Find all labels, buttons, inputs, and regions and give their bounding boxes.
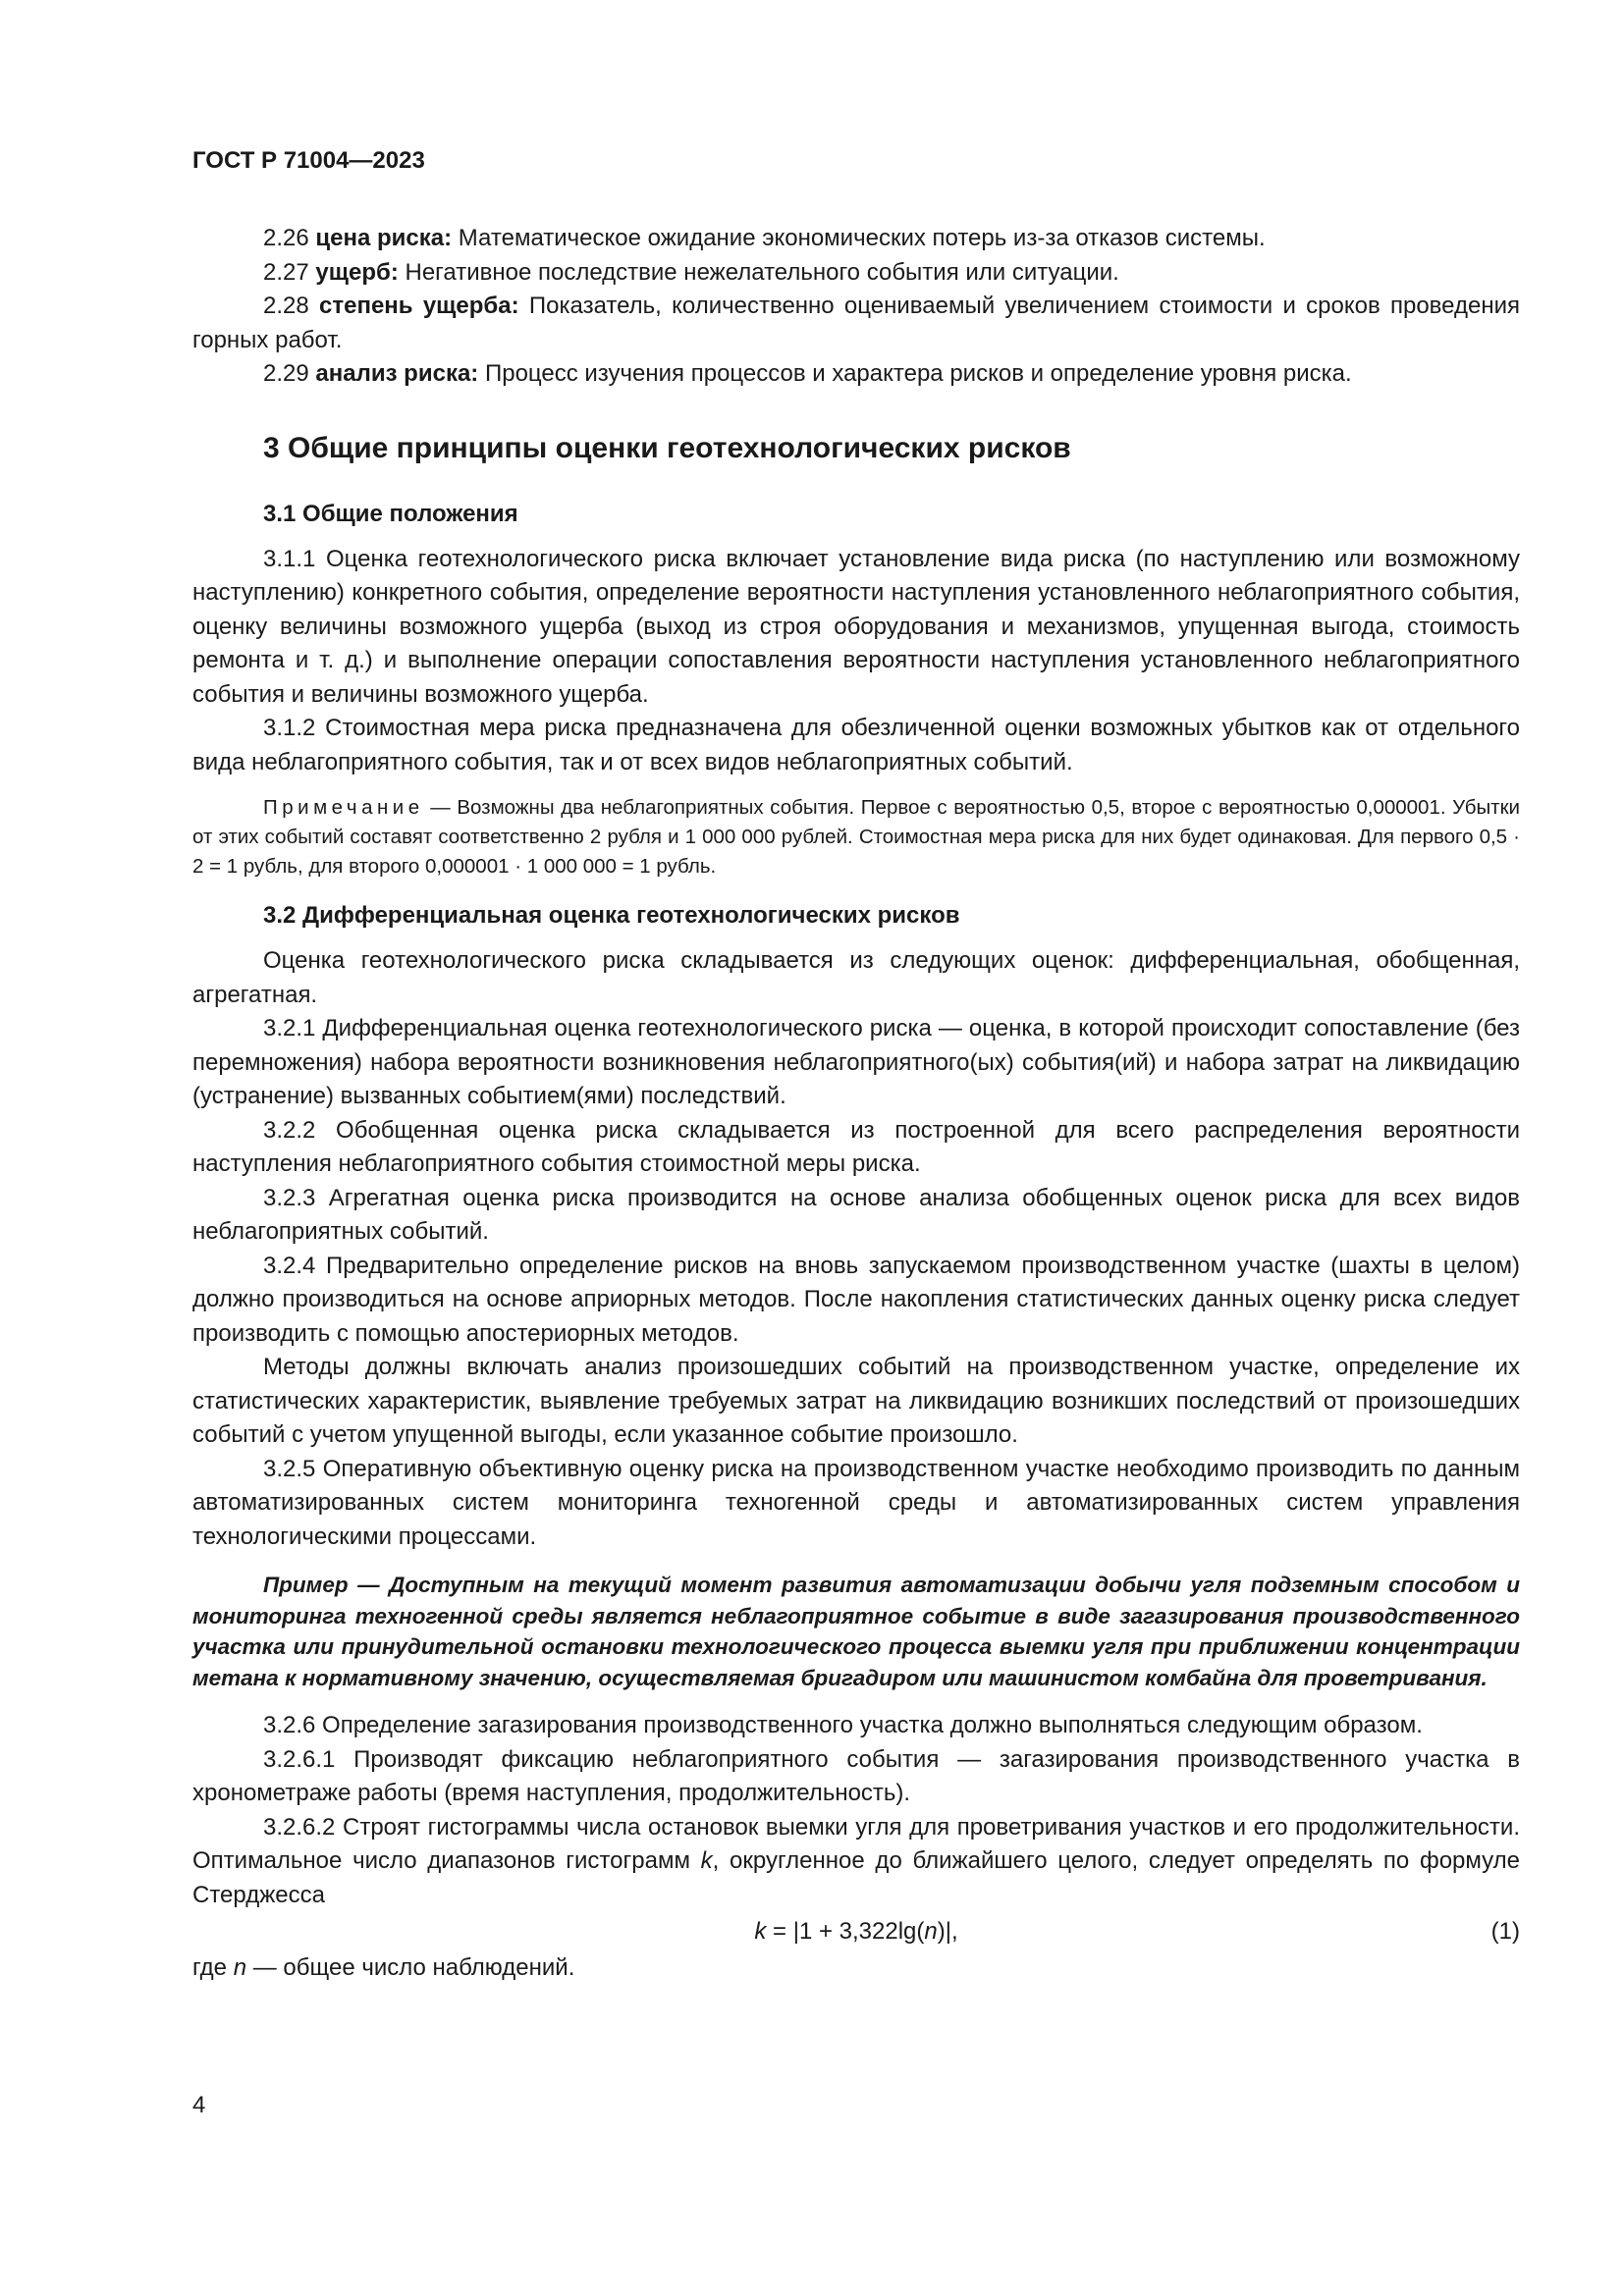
formula-number: (1): [1490, 1918, 1520, 1945]
paragraph-3-2-4-methods: Методы должны включать анализ произошедших событий на производственном участке, определение их статистических характеристик, выявление требуемых затрат на ликвидацию возникших последствий от произошедших событий с учетом упущенной выгоды, если указанное событие произошло.: [192, 1354, 1520, 1448]
subsection-3-2-heading: 3.2 Дифференциальная оценка геотехнологических рисков: [263, 902, 960, 929]
term-definition: Показатель, количественно оцениваемый увеличением стоимости и сроков проведения горных работ.: [192, 293, 1520, 353]
paragraph-3-2-3: 3.2.3 Агрегатная оценка риска производится на основе анализа обобщенных оценок риска для всех видов неблагоприятных событий.: [192, 1184, 1520, 1245]
paragraph-3-1-1: 3.1.1 Оценка геотехнологического риска включает установление вида риска (по наступлению или возможному наступлению) конкретного события, определение вероятности наступления установленного неблагоприятного события, оценку величины возможного ущерба (выход из строя оборудования и механизмов, упущенная выгода, стоимость ремонта и т. д.) и выполнение операции сопоставления вероятности наступления установленного неблагоприятного события и величины возможного ущерба.: [192, 545, 1520, 708]
term-2-26: [192, 222, 1520, 256]
term-number: 2.29: [263, 360, 309, 387]
paragraph-3-1-2: 3.1.2 Стоимостная мера риска предназначена для обезличенной оценки возможных убытков как от отдельного вида неблагоприятного события, так и от всех видов неблагоприятных событий.: [192, 715, 1520, 775]
paragraph-3-2-2: 3.2.2 Обобщенная оценка риска складывается из построенной для всего распределения вероятности наступления неблагоприятного события стоимостной меры риска.: [192, 1116, 1520, 1177]
paragraph-3-2-6-2: [192, 1811, 1520, 1913]
note: [192, 793, 1520, 881]
paragraph-3-2-6: 3.2.6 Определение загазирования производственного участка должно выполняться следующим образом.: [263, 1712, 1423, 1738]
formula-part: = |1 + 3,322lg(: [766, 1918, 925, 1945]
term-definition: Процесс изучения процессов и характера рисков и определение уровня риска.: [478, 360, 1352, 387]
note-label: Примечание: [263, 796, 424, 819]
paragraph-text: , округленное до ближайшего целого, следует определять по формуле Стерджесса: [192, 1847, 1520, 1908]
variable-k: k: [700, 1847, 713, 1874]
term-number: 2.26: [263, 225, 309, 251]
where-text: где: [192, 1954, 234, 1981]
term-2-27: [192, 256, 1520, 291]
term-2-29: [192, 357, 1520, 392]
formula-variable-k: k: [754, 1918, 767, 1945]
example-block: Пример — Доступным на текущий момент развития автоматизации добычи угля подземным способом и мониторинга техногенной среды является неблагоприятное событие в виде загазирования производственного участка или принудительной остановки технологического процесса выемки угля при приближении концентрации метана к нормативному значению, осуществляемая бригадиром или машинистом комбайна для проветривания.: [192, 1573, 1520, 1690]
paragraph-3-2-1: 3.2.1 Дифференциальная оценка геотехнологического риска — оценка, в которой происходит сопоставление (без перемножения) набора вероятности возникновения неблагоприятного(ых) события(ий) и набора затрат на ликвидацию (устранение) вызванных событием(ями) последствий.: [192, 1015, 1520, 1109]
term-2-28: [192, 290, 1520, 357]
term-number: 2.27: [263, 258, 309, 286]
paragraph-3-2-5: 3.2.5 Оперативную объективную оценку риска на производственном участке необходимо производить по данным автоматизированных систем мониторинга техногенной среды и автоматизированных систем управления технологическими процессами.: [192, 1455, 1520, 1550]
formula-where-clause: [192, 1951, 1520, 1986]
document-header: ГОСТ Р 71004—2023: [192, 147, 425, 174]
formula-1: [192, 1914, 1520, 1949]
note-text: — Возможны два неблагоприятных события. Первое с вероятностью 0,5, второе с вероятностью 0,000001. Убытки от этих событий составят соответственно 2 рубля и 1 000 000 рублей. Стоимостная мера риска для них будет одинаковая. Для первого 0,5 · 2 = 1 рубль, для второго 0,000001 · 1 000 000 = 1 рубль.: [192, 796, 1520, 878]
page-number: 4: [192, 2092, 206, 2118]
paragraph-3-2-6-1: 3.2.6.1 Производят фиксацию неблагоприятного события — загазирования производственного участка в хронометраже работы (время наступления, продолжительность).: [192, 1745, 1520, 1806]
formula-expression: [192, 1914, 1520, 1949]
term-name: степень ущерба:: [319, 293, 519, 319]
paragraph-3-2-4: 3.2.4 Предварительно определение рисков на вновь запускаемом производственном участке (шахты в целом) должно производиться на основе априорных методов. После накопления статистических данных оценку риска следует производить с помощью апостериорных методов.: [192, 1252, 1520, 1347]
section-3-heading: 3 Общие принципы оценки геотехнологических рисков: [263, 431, 1071, 464]
document-page: [192, 147, 1520, 1986]
term-definition: Негативное последствие нежелательного события или ситуации.: [398, 258, 1119, 286]
term-name: ущерб:: [315, 258, 399, 286]
term-definition: Математическое ожидание экономических потерь из-за отказов системы.: [452, 225, 1266, 251]
formula-part: )|,: [937, 1918, 958, 1945]
subsection-3-1-heading: 3.1 Общие положения: [263, 500, 518, 527]
formula-variable-n: n: [924, 1918, 938, 1945]
paragraph-3-2-intro: Оценка геотехнологического риска складывается из следующих оценок: дифференциальная, обобщенная, агрегатная.: [192, 947, 1520, 1008]
term-number: 2.28: [263, 293, 309, 319]
paragraph-text: 3.2.6.2 Строят гистограммы числа остановок выемки угля для проветривания участков и его продолжительности. Оптимальное число диапазонов гистограмм: [192, 1813, 1520, 1874]
where-text: — общее число наблюдений.: [246, 1954, 575, 1981]
term-name: цена риска:: [315, 225, 453, 251]
term-name: анализ риска:: [315, 360, 479, 387]
where-variable-n: n: [233, 1954, 247, 1981]
